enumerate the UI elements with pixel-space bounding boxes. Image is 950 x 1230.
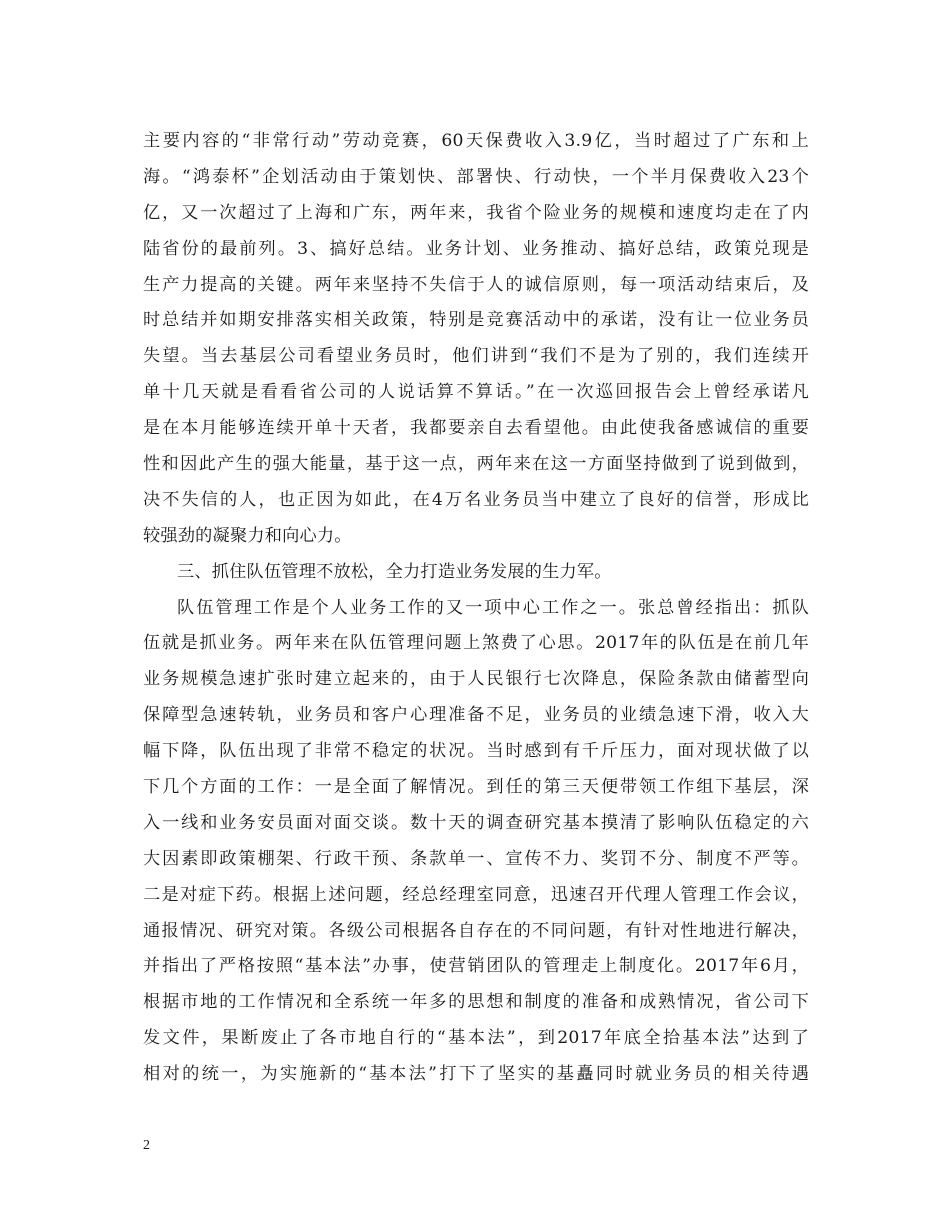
text-line: 亿，又一次超过了上海和广东，两年来，我省个险业务的规模和速度均走在了内	[143, 202, 809, 223]
body-text	[143, 124, 809, 1093]
text-line: 入一线和业务安员面对面交谈。数十天的调查研究基本摸清了影响队伍稳定的六	[143, 812, 809, 833]
text-line: 业务规模急速扩张时建立起来的，由于人民银行七次降息，保险条款由储蓄型向	[143, 669, 809, 690]
text-line: 时总结并如期安排落实相关政策，特别是竞赛活动中的承诺，没有让一位业务员	[143, 310, 809, 331]
text-line: 决不失信的人，也正因为如此，在4万名业务员当中建立了良好的信誉，形成比	[143, 489, 809, 510]
text-line: 伍就是抓业务。两年来在队伍管理问题上煞费了心思。2017年的队伍是在前几年	[143, 633, 809, 654]
text-line: 队伍管理工作是个人业务工作的又一项中心工作之一。张总曾经指出：抓队	[177, 597, 809, 618]
text-line: 性和因此产生的强大能量，基于这一点，两年来在这一方面坚持做到了说到做到，	[143, 454, 809, 475]
text-line: 是在本月能够连续开单十天者，我都要亲自去看望他。由此使我备感诚信的重要	[143, 418, 809, 439]
text-line: 相对的统一，为实施新的“基本法”打下了坚实的基矗同时就业务员的相关待遇	[143, 1064, 809, 1085]
text-line: 海。“鸿泰杯”企划活动由于策划快、部署快、行动快，一个半月保费收入23个	[143, 166, 809, 187]
text-line: 失望。当去基层公司看望业务员时，他们讲到“我们不是为了别的，我们连续开	[143, 346, 809, 367]
text-line: 发文件，果断废止了各市地自行的“基本法”，到2017年底全拾基本法”达到了	[143, 1028, 809, 1049]
text-line: 较强劲的凝聚力和向心力。	[143, 525, 352, 546]
text-line: 陆省份的最前列。3、搞好总结。业务计划、业务推动、搞好总结，政策兑现是	[143, 238, 809, 259]
text-line: 保障型急速转轨，业务员和客户心理准备不足，业务员的业绩急速下滑，收入大	[143, 705, 809, 726]
text-line: 根据市地的工作情况和全系统一年多的思想和制度的准备和成熟情况，省公司下	[143, 992, 809, 1013]
text-line: 单十几天就是看看省公司的人说话算不算话。”在一次巡回报告会上曾经承诺凡	[143, 382, 809, 403]
text-line: 下几个方面的工作：一是全面了解情况。到任的第三天便带领工作组下基层，深	[143, 777, 809, 798]
text-line: 幅下降，队伍出现了非常不稳定的状况。当时感到有千斤压力，面对现状做了以	[143, 741, 809, 762]
text-line: 并指出了严格按照“基本法”办事，使营销团队的管理走上制度化。2017年6月，	[143, 956, 809, 977]
text-line: 大因素即政策棚架、行政干预、条款单一、宣传不力、奖罚不分、制度不严等。	[143, 848, 809, 869]
text-line: 主要内容的“非常行动”劳动竞赛，60天保费收入3.9亿，当时超过了广东和上	[143, 131, 809, 151]
page-number: 2	[143, 1138, 150, 1153]
text-line: 三、抓住队伍管理不放松，全力打造业务发展的生力军。	[177, 561, 612, 582]
text-line: 二是对症下药。根据上述问题，经总经理室同意，迅速召开代理人管理工作会议，	[143, 884, 809, 905]
text-line: 生产力提高的关键。两年来坚持不失信于人的诚信原则，每一项活动结束后，及	[143, 274, 809, 295]
text-line: 通报情况、研究对策。各级公司根据各自存在的不同问题，有针对性地进行解决，	[143, 920, 809, 941]
